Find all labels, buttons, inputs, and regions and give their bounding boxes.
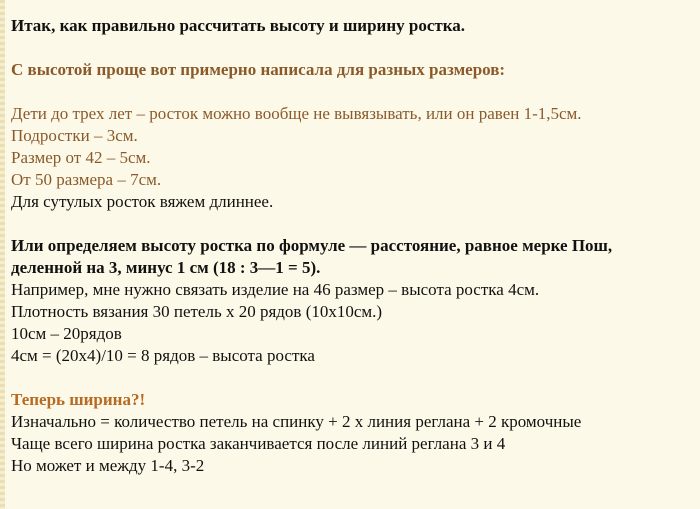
document-title: Итак, как правильно рассчитать высоту и ширину ростка. (11, 16, 466, 35)
formula-line: Или определяем высоту ростка по формуле — расстояние, равное мерке Пош, (11, 236, 613, 255)
spacer (11, 367, 697, 389)
height-section-heading: С высотой проще вот примерно написала для разных размеров: (11, 60, 506, 79)
spacer (11, 37, 697, 59)
height-rule-line: От 50 размера – 7см. (11, 170, 162, 189)
height-rule-line: Подростки – 3см. (11, 126, 138, 145)
example-line: Например, мне нужно связать изделие на 46 размер – высота ростка 4см. (11, 280, 540, 299)
width-rule-line: Чаще всего ширина ростка заканчивается после линий реглана 3 и 4 (11, 434, 506, 453)
width-section-heading: Теперь ширина?! (11, 390, 146, 409)
width-rule-line: Но может и между 1-4, 3-2 (11, 456, 205, 475)
document-body (11, 15, 697, 477)
spacer (11, 81, 697, 103)
example-line: 4см = (20х4)/10 = 8 рядов – высота ростка (11, 346, 315, 365)
height-note: Для сутулых росток вяжем длиннее. (11, 192, 274, 211)
spacer (11, 213, 697, 235)
example-line: Плотность вязания 30 петель х 20 рядов (10х10см.) (11, 302, 383, 321)
height-rule-line: Размер от 42 – 5см. (11, 148, 151, 167)
example-line: 10см – 20рядов (11, 324, 122, 343)
width-rule-line: Изначально = количество петель на спинку + 2 х линия реглана + 2 кромочные (11, 412, 582, 431)
formula-line: деленной на 3, минус 1 см (18 : 3—1 = 5). (11, 258, 321, 277)
decorative-left-border (0, 0, 5, 509)
height-rule-line: Дети до трех лет – росток можно вообще не вывязывать, или он равен 1-1,5см. (11, 104, 582, 123)
